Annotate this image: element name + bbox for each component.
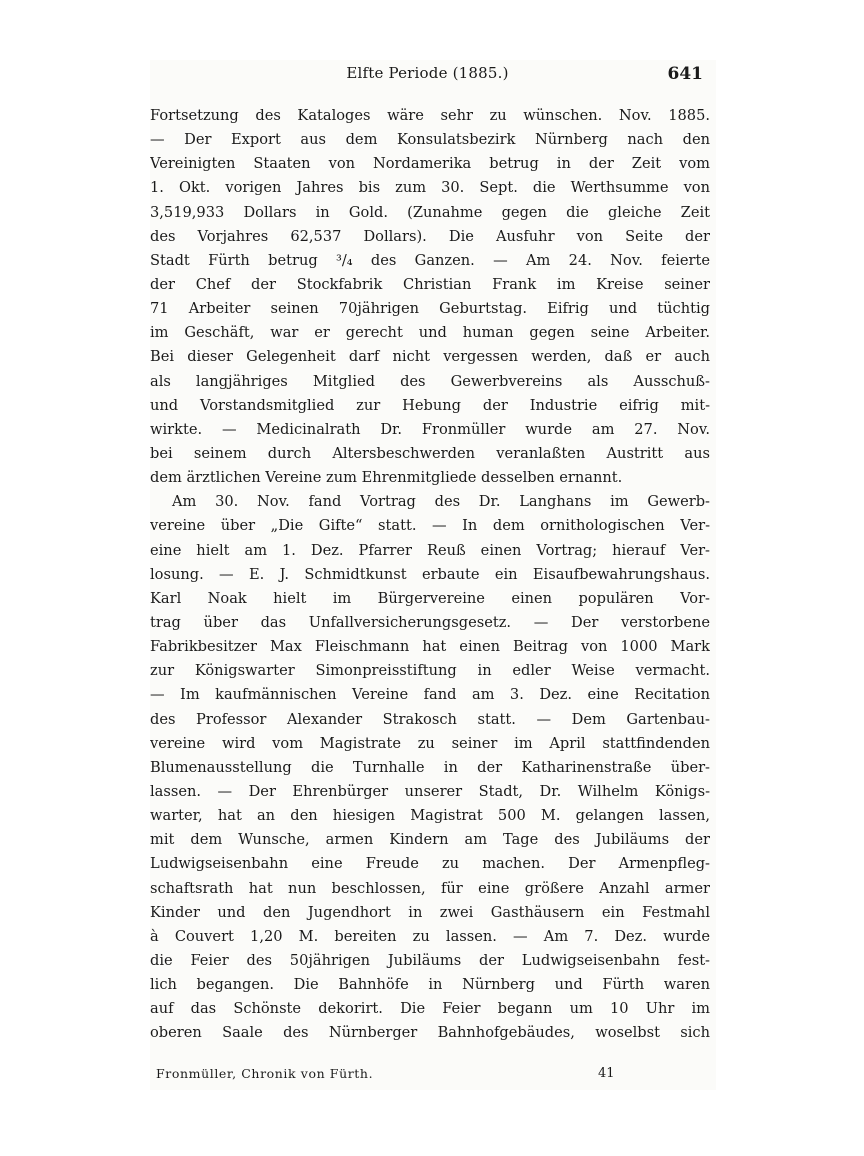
text-line: Kinder und den Jugendhort in zwei Gasthäusern ein Festmahl [150, 903, 710, 921]
text-line: lassen. — Der Ehrenbürger unserer Stadt, Dr. Wilhelm Königs- [150, 782, 710, 800]
text-line: Ludwigseisenbahn eine Freude zu machen. Der Armenpfleg- [150, 855, 710, 873]
text-line: Vereinigten Staaten von Nordamerika betrug in der Zeit vom [150, 155, 710, 173]
text-line: vereine wird vom Magistrate zu seiner im April stattfindenden [150, 734, 710, 752]
text-line: schaftsrath hat nun beschlossen, für eine größere Anzahl armer [150, 879, 710, 897]
text-line: Fabrikbesitzer Max Fleischmann hat einen Beitrag von 1000 Mark [150, 638, 710, 656]
text-line: Am 30. Nov. fand Vortrag des Dr. Langhans im Gewerb- [172, 493, 710, 511]
signature-mark: 41 [598, 1066, 615, 1081]
footer-author: Fronmüller, Chronik von Fürth. [156, 1066, 374, 1081]
text-line: als langjähriges Mitglied des Gewerbvereins als Ausschuß- [150, 372, 710, 390]
text-line: dem ärztlichen Vereine zum Ehrenmitgliede desselben ernannt. [150, 469, 623, 487]
text-line: der Chef der Stockfabrik Christian Frank im Kreise seiner [150, 275, 710, 293]
text-line: des Vorjahres 62,537 Dollars). Die Ausfuhr von Seite der [150, 227, 710, 245]
text-line: Stadt Fürth betrug ³/₄ des Ganzen. — Am 24. Nov. feierte [150, 251, 710, 269]
text-line: lich begangen. Die Bahnhöfe in Nürnberg und Fürth waren [150, 976, 710, 994]
text-line: oberen Saale des Nürnberger Bahnhofgebäudes, woselbst sich [150, 1024, 710, 1042]
text-line: bei seinem durch Altersbeschwerden veranlaßten Austritt aus [150, 444, 710, 462]
text-line: mit dem Wunsche, armen Kindern am Tage des Jubiläums der [150, 831, 710, 849]
text-line: Fortsetzung des Kataloges wäre sehr zu wünschen. Nov. 1885. [150, 107, 710, 124]
text-line: eine hielt am 1. Dez. Pfarrer Reuß einen Vortrag; hierauf Ver- [150, 541, 710, 559]
text-line: warter, hat an den hiesigen Magistrat 500 M. gelangen lassen, [150, 807, 710, 825]
text-line: vereine über „Die Gifte“ statt. — In dem ornithologischen Ver- [150, 517, 710, 535]
text-line: im Geschäft, war er gerecht und human gegen seine Arbeiter. [150, 324, 710, 342]
text-line: des Professor Alexander Strakosch statt. — Dem Gartenbau- [150, 710, 710, 728]
text-line: wirkte. — Medicinalrath Dr. Fronmüller wurde am 27. Nov. [150, 420, 710, 438]
page-number: 641 [667, 64, 703, 84]
text-line: à Couvert 1,20 M. bereiten zu lassen. — Am 7. Dez. wurde [150, 927, 710, 945]
text-line: 3,519,933 Dollars in Gold. (Zunahme gegen die gleiche Zeit [150, 203, 710, 221]
page-footer [150, 1066, 710, 1086]
text-line: Karl Noak hielt im Bürgervereine einen populären Vor- [150, 589, 710, 607]
text-line: Bei dieser Gelegenheit darf nicht vergessen werden, daß er auch [150, 348, 710, 366]
text-line: auf das Schönste dekorirt. Die Feier begann um 10 Uhr im [150, 1000, 710, 1018]
text-line: Blumenausstellung die Turnhalle in der Katharinenstraße über- [150, 758, 710, 776]
text-line: 1. Okt. vorigen Jahres bis zum 30. Sept. die Werthsumme von [150, 179, 710, 197]
text-line: trag über das Unfallversicherungsgesetz. — Der verstorbene [150, 613, 710, 631]
body-text [150, 104, 710, 1045]
text-line: zur Königswarter Simonpreisstiftung in edler Weise vermacht. [150, 662, 710, 680]
text-line: und Vorstandsmitglied zur Hebung der Industrie eifrig mit- [150, 396, 710, 414]
text-line: — Der Export aus dem Konsulatsbezirk Nürnberg nach den [150, 131, 710, 149]
text-line: 71 Arbeiter seinen 70jährigen Geburtstag. Eifrig und tüchtig [150, 300, 710, 318]
running-title: Elfte Periode (1885.) [346, 64, 509, 82]
text-line: die Feier des 50jährigen Jubiläums der Ludwigseisenbahn fest- [150, 951, 710, 969]
text-line: losung. — E. J. Schmidtkunst erbaute ein Eisaufbewahrungshaus. [150, 565, 710, 583]
text-line: — Im kaufmännischen Vereine fand am 3. Dez. eine Recitation [150, 686, 710, 704]
page-header [150, 64, 705, 88]
